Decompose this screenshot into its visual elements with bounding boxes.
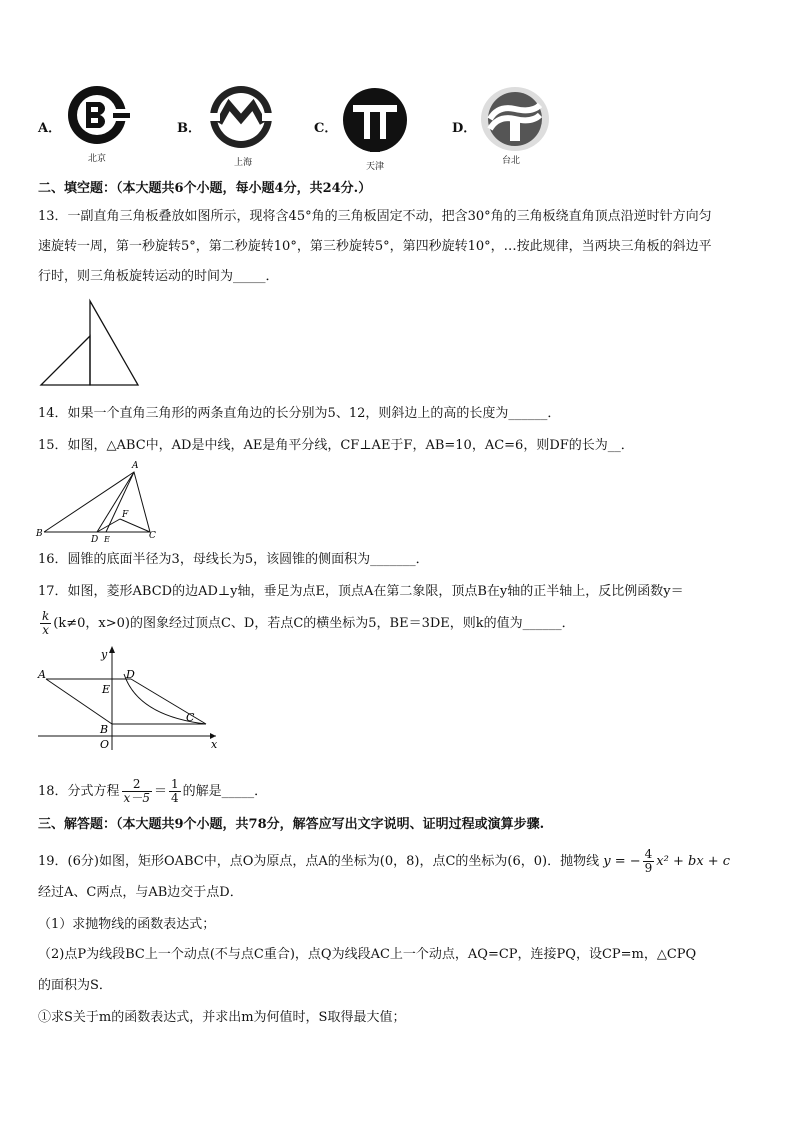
q15-label-e: E: [104, 535, 110, 544]
q13-line3: 行时，则三角板旋转运动的时间为_____．: [38, 269, 279, 284]
option-b-label: B．: [177, 121, 201, 136]
q17-line2-text: (k≠0，x>0)的图象经过顶点C、D，若点C的横坐标为5，BE＝3DE，则k的值为______．: [53, 616, 575, 631]
q17-label-b: B: [100, 723, 109, 736]
tianjin-logo: [342, 87, 408, 157]
q18-f1-numerator: 2: [122, 778, 152, 792]
option-a-label: A．: [38, 121, 62, 136]
q18-prefix: 18．分式方程: [38, 784, 120, 799]
shanghai-logo: [205, 83, 277, 159]
q18-fraction-2: [169, 778, 181, 805]
q13-line2: 速旋转一周，第一秒旋转5°，第二秒旋转10°，第三秒旋转5°，第四秒旋转10°，…按此规律，当两块三角板的斜边平: [38, 239, 712, 254]
q18-fraction-1: [122, 778, 152, 805]
q19-frac-denominator: 9: [644, 861, 653, 875]
q15-label-f: F: [122, 510, 129, 520]
q15-text: 15．如图，△ABC中，AD是中线，AE是角平分线，CF⊥AE于F，AB=10，AC=6，则DF的长为__．: [38, 438, 634, 453]
q17-line1: 17．如图，菱形ABCD的边AD⊥y轴，垂足为点E，顶点A在第二象限，顶点B在y轴的正半轴上，反比例函数y＝: [38, 584, 684, 599]
q17-line2: [38, 610, 575, 638]
q19-frac-numerator: 4: [644, 847, 653, 861]
q15-label-c: C: [149, 531, 156, 541]
q17-frac-denominator: x: [42, 623, 50, 637]
q19-line6: ①求S关于m的函数表达式，并求出m为何值时，S取得最大值；: [38, 1010, 406, 1025]
q16-text: 16．圆锥的底面半径为3，母线长为5，该圆锥的侧面积为_______．: [38, 552, 429, 567]
q17-label-d: D: [126, 668, 135, 681]
option-c-city: 天津: [366, 162, 385, 172]
q18-f1-denominator: x－5: [123, 791, 150, 805]
q19-line5: 的面积为S．: [38, 978, 112, 993]
option-a-city: 北京: [88, 154, 107, 164]
q18-equals: ＝: [153, 784, 167, 799]
q17-label-o: O: [100, 738, 110, 751]
q13-line1: 13．一副直角三角板叠放如图所示，现将含45°角的三角板固定不动，把含30°角的三角板绕直角顶点沿逆时针方向匀: [38, 209, 712, 224]
q17-label-y: y: [101, 648, 108, 661]
q17-label-c: C: [186, 711, 195, 724]
q15-label-d: D: [91, 535, 99, 544]
q19-eq-prefix: y = −: [603, 854, 641, 869]
q13-triangles-figure: [38, 298, 144, 396]
q15-triangle-figure: [34, 458, 164, 548]
option-b-city: 上海: [234, 158, 253, 168]
q14-text: 14．如果一个直角三角形的两条直角边的长分别为5、12，则斜边上的高的长度为______．: [38, 406, 561, 421]
q19-line1-text: 19．(6分)如图，矩形OABC中，点O为原点，点A的坐标为(0，8)，点C的坐标为(6，0)．抛物线: [38, 854, 600, 869]
q17-label-x: x: [211, 738, 218, 751]
q19-fraction: [643, 848, 655, 875]
q19-line4: （2)点P为线段BC上一个动点(不与点C重合)，点Q为线段AC上一个动点，AQ=CP，连接PQ，设CP=m，△CPQ: [38, 947, 697, 962]
q17-label-e: E: [102, 683, 111, 696]
section-2-heading: 二、填空题：（本大题共6个小题，每小题4分，共24分.）: [38, 181, 372, 196]
q19-eq-suffix: x² + bx + c: [656, 854, 731, 869]
q18-f2-numerator: 1: [170, 777, 179, 791]
q18-suffix: 的解是_____．: [182, 784, 268, 799]
taipei-logo: [478, 85, 552, 159]
q17-rhombus-figure: [34, 644, 224, 756]
option-d-city: 台北: [502, 156, 521, 166]
q17-frac-numerator: k: [42, 609, 50, 623]
option-c-label: C．: [314, 121, 338, 136]
q17-fraction: [40, 610, 51, 637]
option-d-label: D．: [452, 121, 477, 136]
q19-line2: 经过A、C两点，与AB边交于点D．: [38, 885, 243, 900]
q18-line: [38, 775, 267, 809]
q19-line1: [38, 845, 730, 879]
q18-f2-denominator: 4: [170, 791, 179, 805]
q17-label-a: A: [38, 668, 46, 681]
q19-line3: （1）求抛物线的函数表达式；: [38, 917, 216, 932]
section-3-heading: 三、解答题：（本大题共9个小题，共78分，解答应写出文字说明、证明过程或演算步骤.: [38, 817, 545, 832]
q15-label-b: B: [36, 529, 43, 539]
q15-label-a: A: [132, 461, 139, 471]
